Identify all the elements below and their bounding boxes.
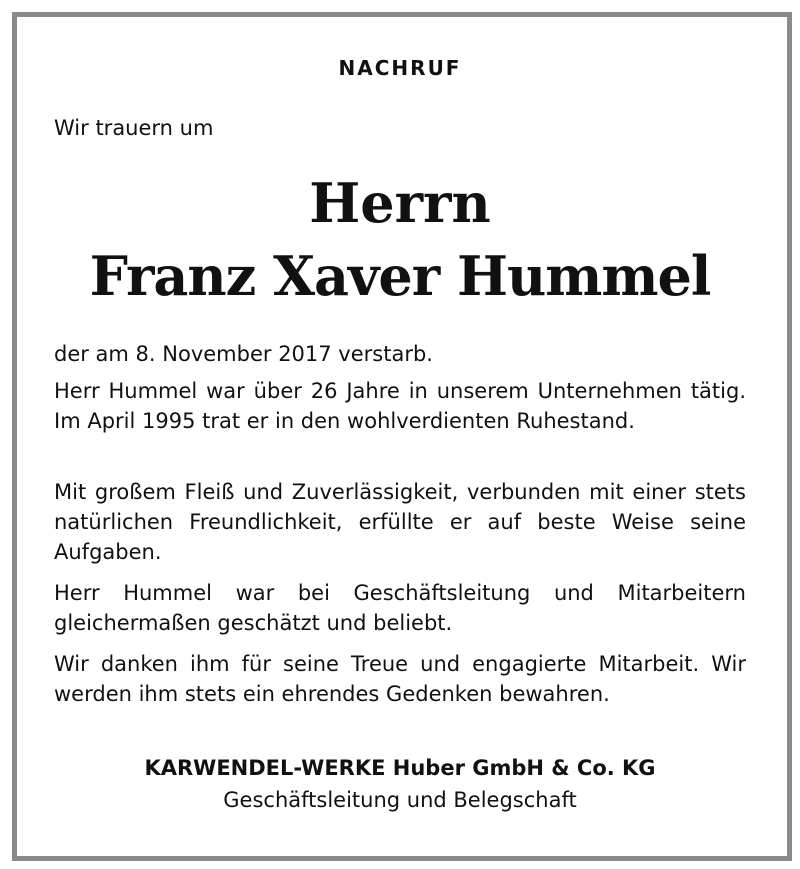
career-paragraph: Herr Hummel war über 26 Jahre in unserem Unternehmen tätig. Im April 1995 trat er in den wohlverdienten Ruhestand. [54,379,746,433]
deceased-name: Franz Xaver Hummel [89,244,711,308]
date-of-death-text: der am 8. November 2017 verstarb. [54,342,433,366]
gratitude-paragraph: Wir danken ihm für seine Treue und engagierte Mitarbeit. Wir werden ihm stets ein ehrendes Gedenken bewahren. [54,652,746,706]
company-name: KARWENDEL-WERKE Huber GmbH & Co. KG [144,756,656,780]
company-department: Geschäftsleitung und Belegschaft [223,788,577,812]
intro-text: Wir trauern um [54,116,214,140]
character-paragraph: Mit großem Fleiß und Zuverlässigkeit, verbunden mit einer stets natürlichen Freundlichkeit, erfüllte er auf beste Weise seine Aufgaben. [54,480,746,564]
notice-heading: NACHRUF [338,56,462,80]
esteem-paragraph: Herr Hummel war bei Geschäftsleitung und Mitarbeitern gleichermaßen geschätzt und beliebt. [54,581,746,635]
salutation: Herrn [309,171,491,235]
